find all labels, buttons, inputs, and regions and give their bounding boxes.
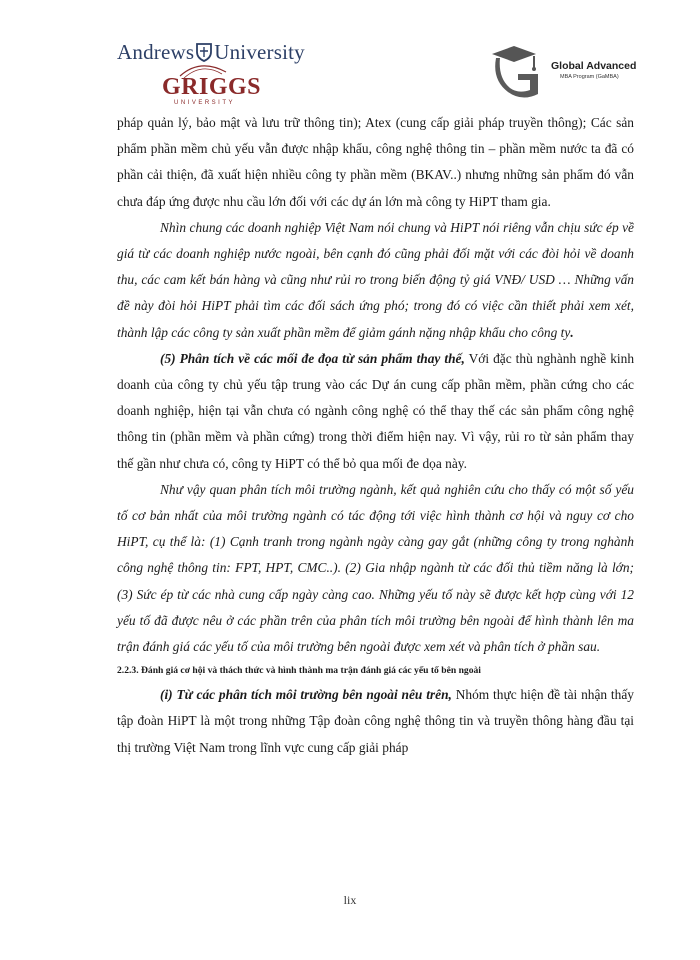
gamba-subtitle: MBA Program (GaMBA)	[560, 74, 619, 80]
paragraph-2	[117, 215, 634, 346]
section-heading: 2.2.3. Đánh giá cơ hội và thách thức và hình thành ma trận đánh giá các yếu tố bên ngoài	[117, 665, 481, 677]
andrews-university-logo	[117, 40, 305, 65]
paragraph-5	[117, 682, 634, 761]
page-body	[117, 110, 634, 761]
page-number: lix	[343, 893, 357, 907]
paragraph-2-end: .	[570, 324, 574, 340]
paragraph-3-lead: (5) Phân tích về các mối đe đọa từ sản phẩm thay thế,	[160, 350, 465, 366]
shield-icon	[195, 42, 213, 62]
paragraph-5-lead: (i) Từ các phân tích môi trường bên ngoài nêu trên,	[160, 687, 452, 703]
paragraph-4: Như vậy quan phân tích môi trường ngành, kết quả nghiên cứu cho thấy có một số yếu tố cơ bản nhất của môi trường ngành có tác động tới việc hình thành cơ hội và nguy cơ cho HiPT, cụ thể là: (1) Cạnh tranh trong ngành ngày càng gay gắt (những công ty trong nghành công nghệ thông tin: FPT, HPT, CMC..). (2) Gia nhập ngành từ các đối thủ tiềm năng là lớn; (3) Sức ép từ các nhà cung cấp ngày càng cao. Những yếu tố này sẽ được kết hợp cùng với 12 yếu tố đã được nêu ở các phần trên của phân tích môi trường bên ngoài để hình thành lên ma trận đánh giá các yếu tố của môi trường bên ngoài được xem xét và phân tích ở phần sau.	[117, 481, 634, 655]
griggs-university-logo	[160, 64, 262, 108]
paragraph-2-text: Nhìn chung các doanh nghiệp Việt Nam nói chung và HiPT nói riêng vẫn chịu sức ép về giá từ các doanh nghiệp nước ngoài, bên cạnh đó cũng phải đối mặt với các đòi hỏi về doanh thu, các cam kết bán hàng và cũng như rủi ro trong biến động tỷ giá VNĐ/ USD … Những vấn đề này đòi hỏi HiPT phải tìm các đối sách ứng phó; trong đó có việc cần thiết phải xem xét, thành lập các công ty sản xuất phần mềm để giảm gánh nặng nhập khẩu cho công ty	[117, 219, 634, 340]
paragraph-3-text: Với đặc thù nghành nghề kinh doanh của công ty chủ yếu tập trung vào các Dự án cung cấp phần mềm, phần cứng cho các doanh nghiệp, hiện tại vẫn chưa có ngành công nghệ có thể thay thế các sản phẩm công nghệ thông tin (phần mềm và phần cứng) trong thời điểm hiện nay. Vì vậy, rủi ro từ sản phẩm thay thế gần như chưa có, công ty HiPT có thể bỏ qua mối đe dọa này.	[117, 350, 635, 471]
university-word: University	[214, 40, 305, 64]
page-header	[0, 0, 700, 110]
graduation-cap-icon	[488, 42, 550, 98]
paragraph-3	[117, 346, 634, 477]
paragraph-1: pháp quản lý, bảo mật và lưu trữ thông tin); Atex (cung cấp giải pháp truyền thông); Các sản phẩm phần mềm chủ yếu vẫn được nhập khẩu, công nghệ thông tin – phần mềm nước ta đã có phần cải thiện, đã xuất hiện nhiều công ty phần mềm (BKAV..) nhưng những sản phẩm đó vẫn chưa đáp ứng được nhu cầu lớn đối với các dự án lớn mà công ty HiPT tham gia.	[117, 115, 634, 209]
gamba-title: Global Advanced	[551, 60, 637, 72]
andrews-word: Andrews	[117, 40, 195, 64]
griggs-wordmark: GRIGGS	[162, 74, 262, 100]
griggs-subtitle: UNIVERSITY	[174, 100, 236, 106]
paragraph-5-text: Nhóm thực hiện đề tài nhận thấy tập đoàn HiPT là một trong những Tập đoàn công nghệ thông tin và truyền thông hàng đầu tại thị trường Việt Nam trong lĩnh vực cung cấp giải pháp	[117, 687, 634, 755]
